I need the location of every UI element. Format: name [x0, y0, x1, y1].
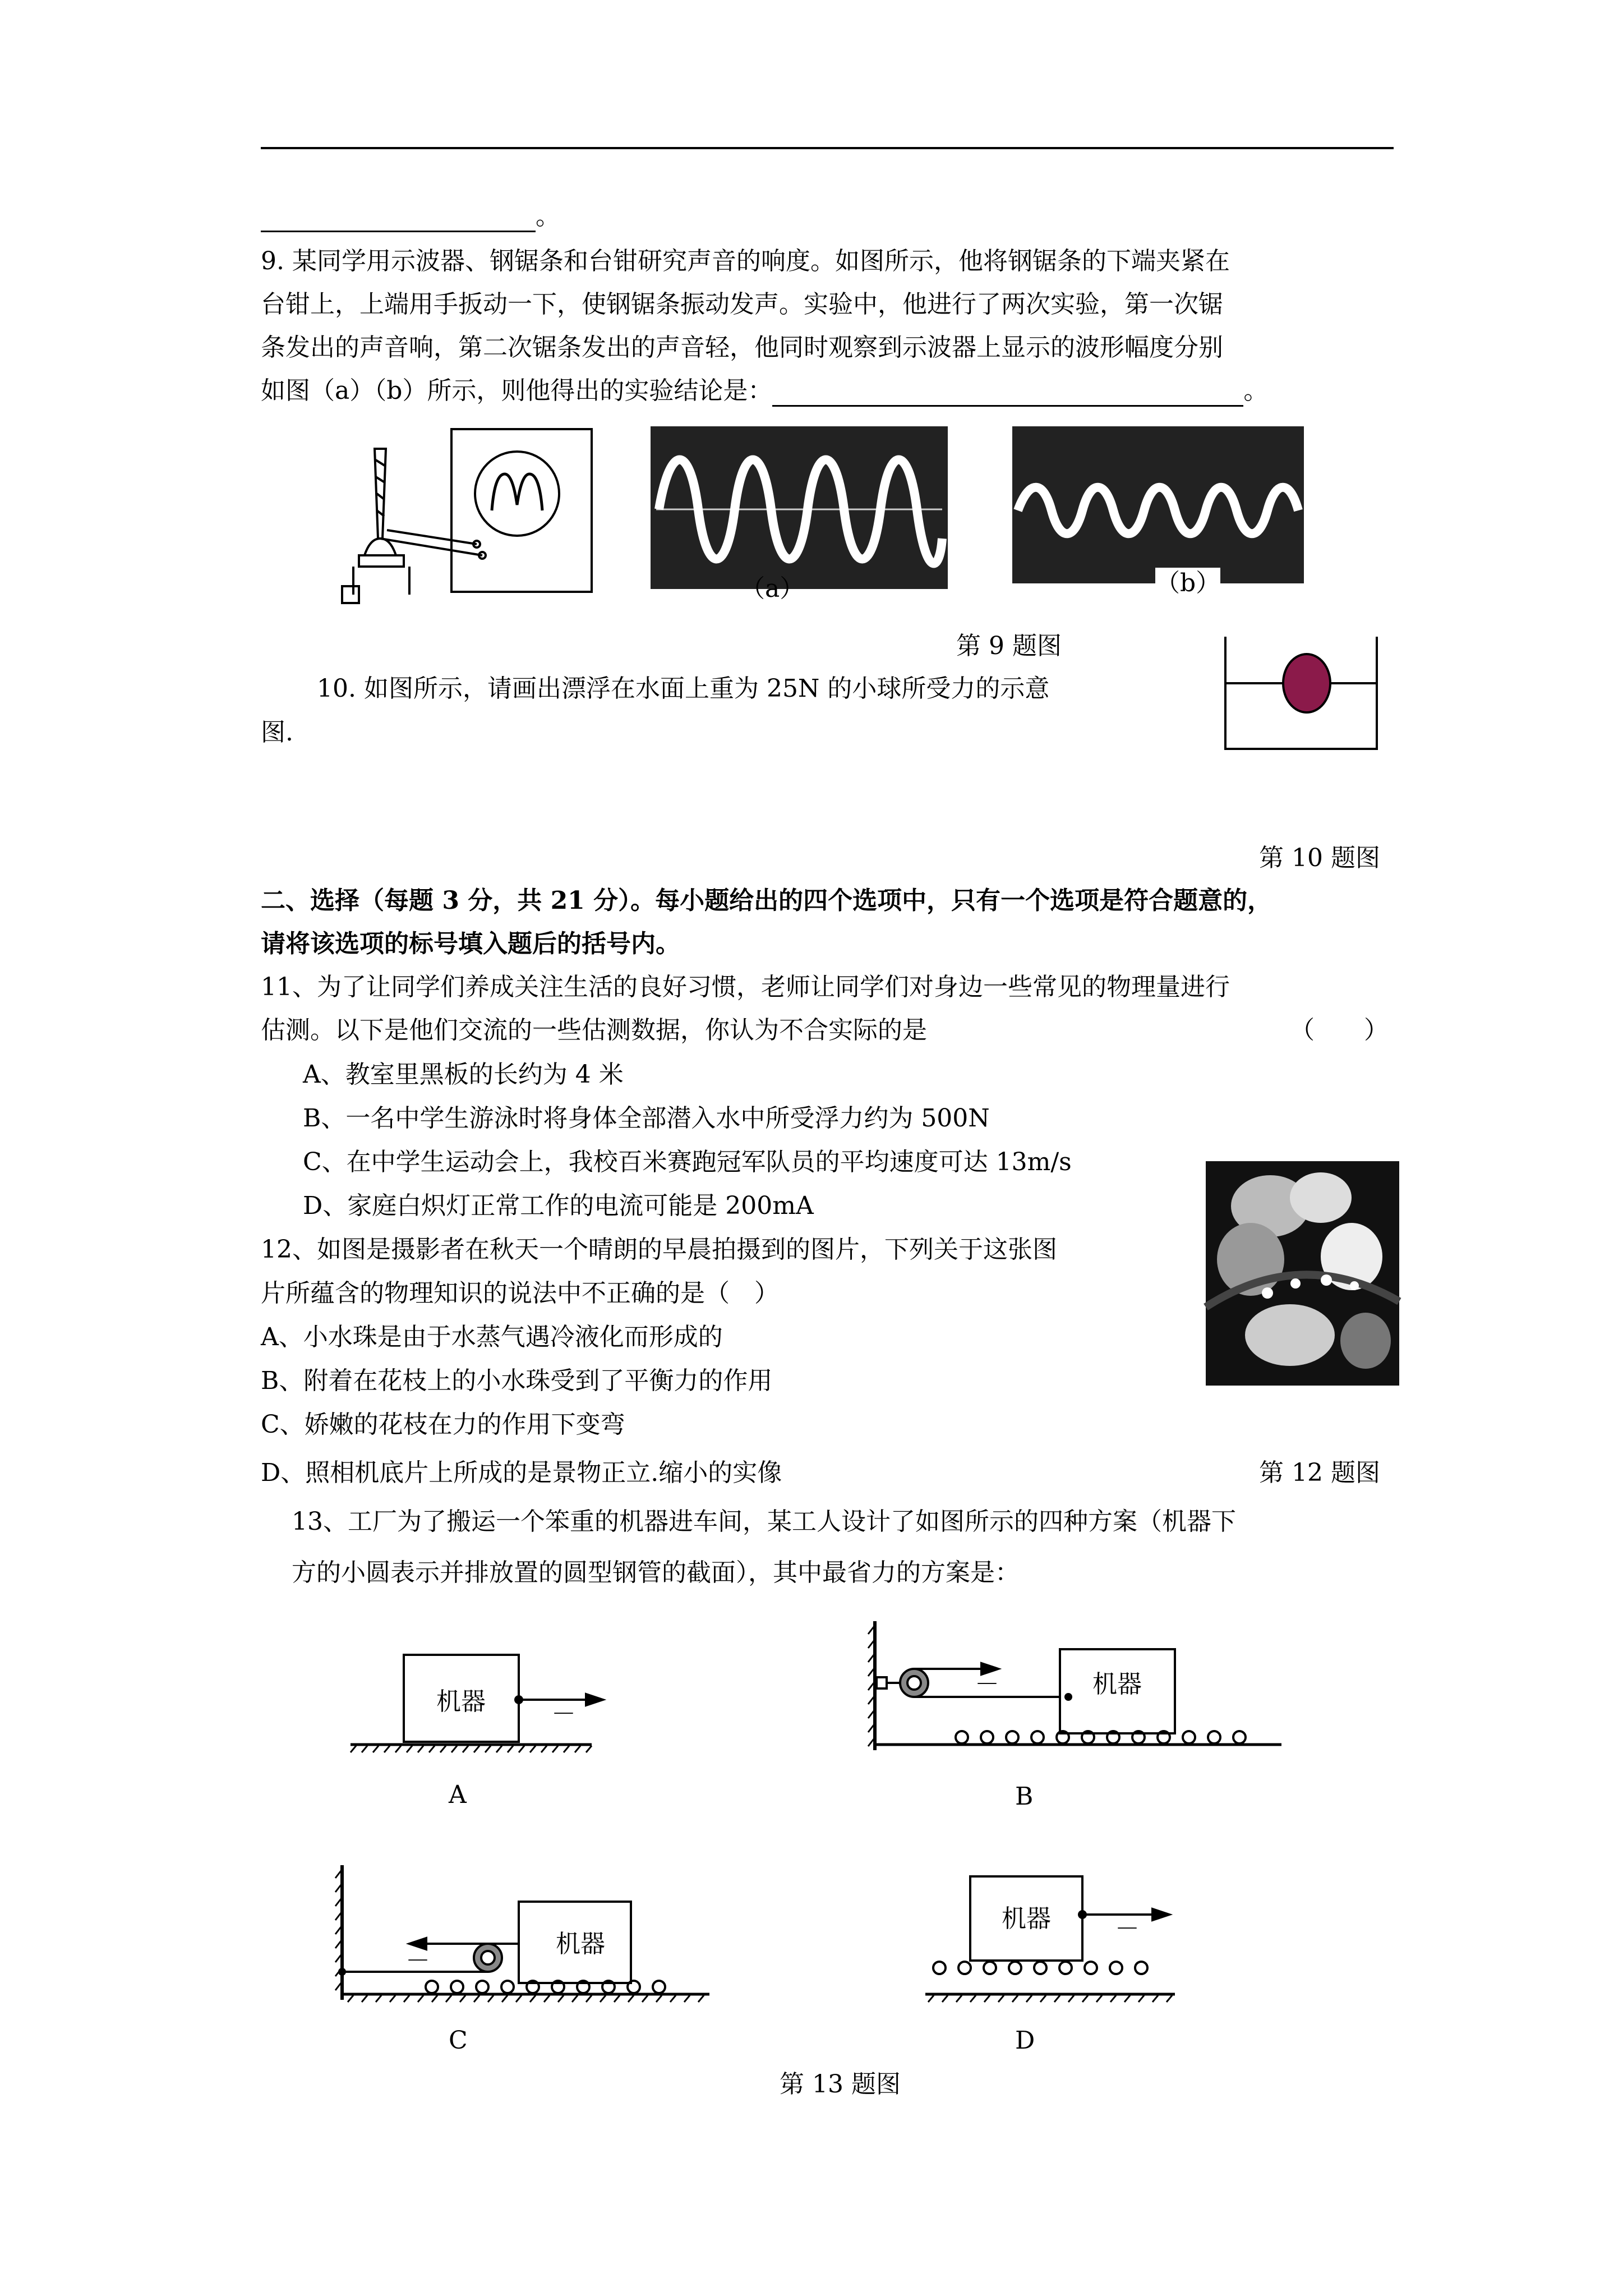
q12-line-2: 片所蕴含的物理知识的说法中不正确的是（ ）	[261, 1279, 779, 1308]
q9-line-4-end: 。	[1243, 376, 1269, 405]
q13-b-machine-label: 机器	[1092, 1670, 1142, 1699]
q8-tail: 。	[536, 202, 560, 231]
q13-a-machine-label: 机器	[436, 1687, 486, 1716]
section2-line-2: 请将该选项的标号填入题后的括号内。	[261, 930, 680, 958]
q9-waveform-a	[651, 426, 948, 589]
q12-photo	[1206, 1161, 1399, 1386]
q9-line-1: 9. 某同学用示波器、钢锯条和台钳研究声音的响度。如图所示，他将钢锯条的下端夹紧在	[261, 247, 1230, 275]
floating-ball	[1283, 654, 1330, 712]
q13-scheme-b	[866, 1618, 1293, 1756]
q11-answer-bracket[interactable]: （ ）	[1290, 1016, 1389, 1045]
q11-option-c: C、在中学生运动会上，我校百米赛跑冠军队员的平均速度可达 13m/s	[303, 1148, 1072, 1176]
q10-ball-figure	[1223, 634, 1380, 752]
q11-line-2: 估测。以下是他们交流的一些估测数据，你认为不合实际的是	[261, 1016, 927, 1045]
q13-a-dash: －	[551, 1700, 576, 1728]
q13-scheme-a	[348, 1649, 617, 1756]
q9-line-4-text: 如图（a）（b）所示，则他得出的实验结论是：	[261, 376, 773, 405]
q9-waveform-b	[1012, 426, 1304, 583]
q12-line-1: 12、如图是摄影者在秋天一个晴朗的早晨拍摄到的图片，下列关于这张图	[261, 1235, 1057, 1264]
q13-label-c: C	[449, 2026, 468, 2055]
q11-option-a: A、教室里黑板的长约为 4 米	[303, 1060, 624, 1089]
q13-d-dash: －	[1115, 1915, 1140, 1943]
q13-scheme-d	[923, 1871, 1192, 2005]
q10-line-1: 10. 如图所示，请画出漂浮在水面上重为 25N 的小球所受力的示意	[317, 674, 1050, 703]
q12-option-a: A、小水珠是由于水蒸气遇冷液化而形成的	[261, 1323, 723, 1351]
q13-d-machine-label: 机器	[1002, 1904, 1051, 1933]
q9-line-2: 台钳上，上端用手扳动一下，使钢锯条振动发声。实验中，他进行了两次实验，第一次锯	[261, 290, 1223, 319]
q13-label-b: B	[1015, 1782, 1034, 1811]
q13-b-dash: －	[975, 1670, 999, 1699]
q9-blank[interactable]	[772, 380, 1243, 407]
q9-line-4	[261, 375, 1268, 407]
header-rule	[261, 147, 1394, 149]
q13-label-d: D	[1015, 2026, 1035, 2055]
q13-label-a: A	[449, 1780, 467, 1809]
q9-label-b: （b）	[1155, 568, 1220, 599]
q8-blank[interactable]	[261, 206, 536, 232]
q10-caption: 第 10 题图	[1259, 844, 1380, 872]
q11-line-1: 11、为了让同学们养成关注生活的良好习惯，老师让同学们对身边一些常见的物理量进行	[261, 973, 1230, 1001]
q13-line-1: 13、工厂为了搬运一个笨重的机器进车间，某工人设计了如图所示的四种方案（机器下	[292, 1507, 1236, 1536]
q9-apparatus-figure	[331, 426, 594, 617]
section2-line-1: 二、选择（每题 3 分，共 21 分）。每小题给出的四个选项中，只有一个选项是符合题意的，	[261, 886, 1272, 915]
q11-option-b: B、一名中学生游泳时将身体全部潜入水中所受浮力约为 500N	[303, 1104, 990, 1133]
q12-caption: 第 12 题图	[1259, 1458, 1380, 1487]
q11-option-d: D、家庭白炽灯正常工作的电流可能是 200mA	[303, 1191, 814, 1220]
q13-c-machine-label: 机器	[556, 1930, 605, 1958]
q9-line-3: 条发出的声音响，第二次锯条发出的声音轻，他同时观察到示波器上显示的波形幅度分别	[261, 333, 1223, 362]
q12-option-d: D、照相机底片上所成的是景物正立.缩小的实像	[261, 1458, 782, 1487]
q13-caption: 第 13 题图	[780, 2070, 901, 2099]
q13-line-2: 方的小圆表示并排放置的圆型钢管的截面），其中最省力的方案是：	[292, 1558, 1020, 1587]
q12-option-b: B、附着在花枝上的小水珠受到了平衡力的作用	[261, 1366, 773, 1395]
q12-option-c: C、娇嫩的花枝在力的作用下变弯	[261, 1410, 625, 1439]
q10-line-2: 图.	[261, 718, 293, 747]
q9-label-a: （a）	[740, 574, 805, 603]
q13-c-dash: －	[405, 1947, 430, 1975]
q13-scheme-c	[334, 1862, 721, 2005]
q8-answer-line	[261, 201, 560, 232]
q9-caption: 第 9 题图	[956, 632, 1062, 660]
